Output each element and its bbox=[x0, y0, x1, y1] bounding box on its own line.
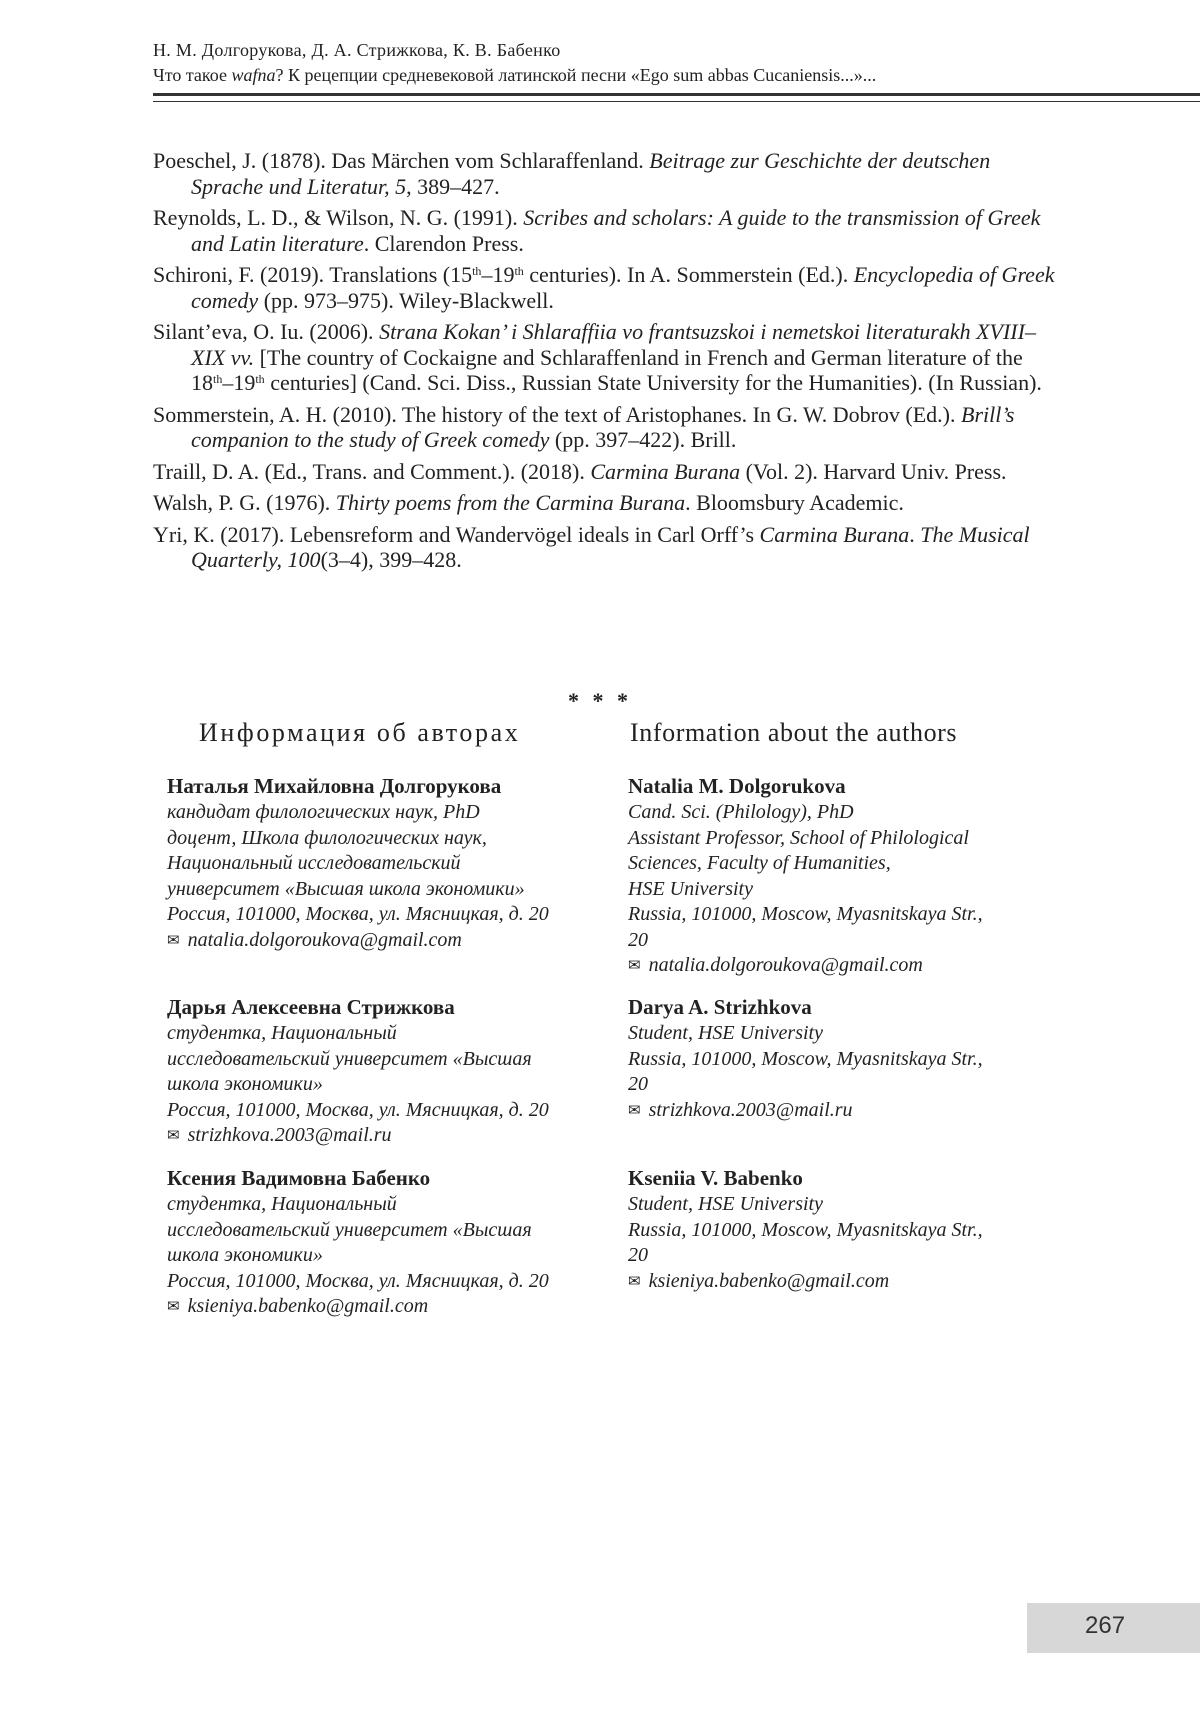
author-name: Kseniia V. Babenko bbox=[628, 1165, 1063, 1192]
reference-item: Yri, K. (2017). Lebensreform and Wandervögel ideals in Carl Orff’s Carmina Burana. The Musical Quarterly, 100(3–4), 399–428. bbox=[153, 522, 1058, 573]
envelope-icon: ✉ bbox=[167, 1128, 180, 1144]
author-email[interactable]: ✉ ksieniya.babenko@gmail.com bbox=[167, 1294, 602, 1322]
envelope-icon: ✉ bbox=[628, 1103, 641, 1119]
authors-heading-en: Information about the authors bbox=[630, 717, 957, 749]
reference-item: Poeschel, J. (1878). Das Märchen vom Schlaraffenland. Beitrage zur Geschichte der deutschen Sprache und Literatur, 5, 389–427. bbox=[153, 148, 1058, 199]
reference-item: Traill, D. A. (Ed., Trans. and Comment.). (2018). Carmina Burana (Vol. 2). Harvard Univ. Press. bbox=[153, 459, 1058, 485]
author-name: Darya A. Strizhkova bbox=[628, 994, 1063, 1021]
header-authors: Н. М. Долгорукова, Д. А. Стрижкова, К. В. Бабенко bbox=[153, 38, 1200, 63]
authors-heading-ru: Информация об авторах bbox=[199, 717, 520, 749]
author-name: Ксения Вадимовна Бабенко bbox=[167, 1165, 602, 1192]
author-card-ru-2: Дарья Алексеевна Стрижкова студентка, Национальный исследовательский университет «Высшая школа экономики» Россия, 101000, Москва, ул. Мясницкая, д. 20 ✉ strizhkova.2003@mail.ru bbox=[167, 994, 602, 1151]
page-number-tab bbox=[1027, 1603, 1200, 1653]
author-card-en-2: Darya A. Strizhkova Student, HSE University Russia, 101000, Moscow, Myasnitskaya Str., 20 ✉ strizhkova.2003@mail.ru bbox=[628, 994, 1063, 1125]
reference-item: Sommerstein, A. H. (2010). The history of the text of Aristophanes. In G. W. Dobrov (Ed.). Brill’s companion to the study of Greek comedy (pp. 397–422). Brill. bbox=[153, 402, 1058, 453]
reference-item: Reynolds, L. D., & Wilson, N. G. (1991). Scribes and scholars: A guide to the transmission of Greek and Latin literature. Clarendon Press. bbox=[153, 205, 1058, 256]
author-card-en-3: Kseniia V. Babenko Student, HSE University Russia, 101000, Moscow, Myasnitskaya Str., 20 ✉ ksieniya.babenko@gmail.com bbox=[628, 1165, 1063, 1296]
references-list bbox=[153, 148, 1058, 579]
author-name: Дарья Алексеевна Стрижкова bbox=[167, 994, 602, 1021]
envelope-icon: ✉ bbox=[167, 933, 180, 949]
author-name: Наталья Михайловна Долгорукова bbox=[167, 773, 602, 800]
author-card-en-1: Natalia M. Dolgorukova Cand. Sci. (Philology), PhD Assistant Professor, School of Philological Sciences, Faculty of Humanities, HSE University Russia, 101000, Moscow, Myasnitskaya Str., 20 ✉ natalia.dolgoroukova@gmail.com bbox=[628, 773, 1063, 981]
page-number: 267 bbox=[1085, 1612, 1125, 1640]
header-rule-thick bbox=[153, 93, 1200, 96]
author-email[interactable]: ✉ ksieniya.babenko@gmail.com bbox=[628, 1269, 1063, 1297]
reference-item: Silant’eva, O. Iu. (2006). Strana Kokan’ i Shlaraffiia vo frantsuzskoi i nemetskoi literaturakh XVIII–XIX vv. [The country of Cockaigne and Schlaraffenland in French and German literature of the 18th–19th centuries] (Cand. Sci. Diss., Russian State University for the Humanities). (In Russian). bbox=[153, 319, 1058, 396]
running-header bbox=[153, 38, 1200, 87]
header-title: Что такое wafna? К рецепции средневековой латинской песни «Ego sum abbas Cucaniensis...»... bbox=[153, 63, 1200, 87]
author-email[interactable]: ✉ natalia.dolgoroukova@gmail.com bbox=[628, 953, 1063, 981]
envelope-icon: ✉ bbox=[167, 1299, 180, 1315]
header-rule-thin bbox=[153, 101, 1200, 102]
reference-item: Walsh, P. G. (1976). Thirty poems from the Carmina Burana. Bloomsbury Academic. bbox=[153, 490, 1058, 516]
section-separator: * * * bbox=[0, 688, 1200, 714]
author-email[interactable]: ✉ strizhkova.2003@mail.ru bbox=[167, 1123, 602, 1151]
envelope-icon: ✉ bbox=[628, 1274, 641, 1290]
envelope-icon: ✉ bbox=[628, 958, 641, 974]
author-name: Natalia M. Dolgorukova bbox=[628, 773, 1063, 800]
author-email[interactable]: ✉ natalia.dolgoroukova@gmail.com bbox=[167, 928, 602, 956]
reference-item: Schironi, F. (2019). Translations (15th–19th centuries). In A. Sommerstein (Ed.). Encyclopedia of Greek comedy (pp. 973–975). Wiley-Blackwell. bbox=[153, 262, 1058, 313]
author-card-ru-3: Ксения Вадимовна Бабенко студентка, Национальный исследовательский университет «Высшая школа экономики» Россия, 101000, Москва, ул. Мясницкая, д. 20 ✉ ksieniya.babenko@gmail.com bbox=[167, 1165, 602, 1322]
author-email[interactable]: ✉ strizhkova.2003@mail.ru bbox=[628, 1098, 1063, 1126]
author-card-ru-1: Наталья Михайловна Долгорукова кандидат филологических наук, PhD доцент, Школа филологических наук, Национальный исследовательский университет «Высшая школа экономики» Россия, 101000, Москва, ул. Мясницкая, д. 20 ✉ natalia.dolgoroukova@gmail.com bbox=[167, 773, 602, 955]
